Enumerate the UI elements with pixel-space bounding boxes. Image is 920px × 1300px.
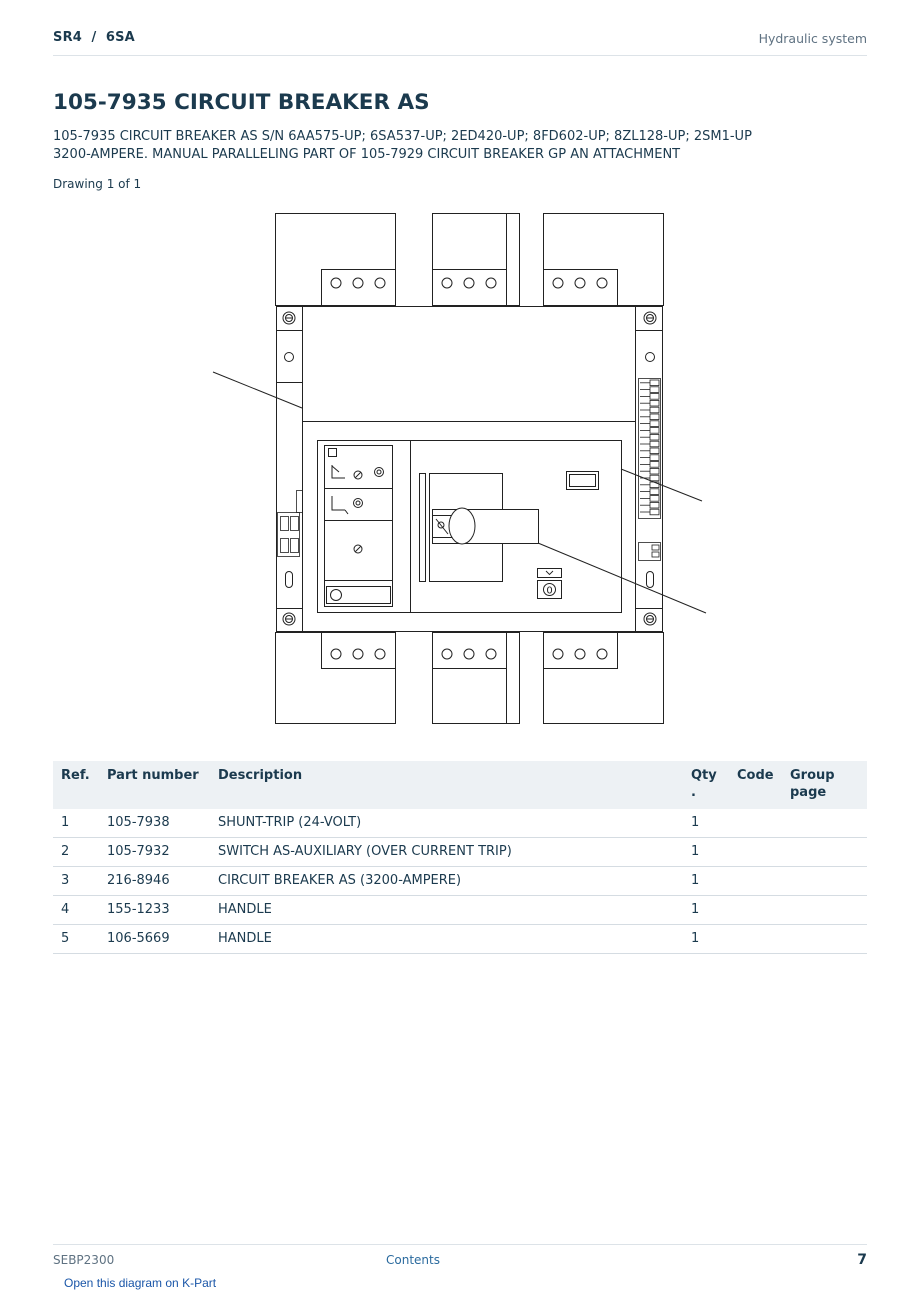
row-code xyxy=(729,838,782,867)
col-qty xyxy=(683,761,729,809)
callout-lines xyxy=(213,372,706,613)
row-ref: 3 xyxy=(53,867,99,896)
table-row xyxy=(53,809,867,838)
drawing-label: Drawing 1 of 1 xyxy=(53,177,142,191)
table-row xyxy=(53,867,867,896)
row-qty: 1 xyxy=(683,867,729,896)
table-row xyxy=(53,838,867,867)
terminal-cell xyxy=(650,428,659,434)
row-qty: 1 xyxy=(683,896,729,925)
terminal-cell xyxy=(650,414,659,420)
col-code: Code xyxy=(729,761,782,809)
terminal-cell xyxy=(650,380,659,386)
row-qty: 1 xyxy=(683,838,729,867)
table-header-row xyxy=(53,761,867,809)
terminal-cell xyxy=(650,448,659,454)
row-group-page xyxy=(782,809,867,838)
description-line-1: 105-7935 CIRCUIT BREAKER AS S/N 6AA575-UP; 6SA537-UP; 2ED420-UP; 8FD602-UP; 8ZL128-UP; 2SM1-UP xyxy=(53,129,752,144)
kpart-link[interactable]: Open this diagram on K-Part xyxy=(64,1276,217,1290)
parts-table xyxy=(53,761,867,954)
footer-divider xyxy=(53,1244,867,1245)
operating-handle xyxy=(433,508,539,544)
auxiliary-terminal-strip xyxy=(639,379,661,561)
row-group-page xyxy=(782,867,867,896)
row-code xyxy=(729,896,782,925)
contents-link[interactable]: Contents xyxy=(386,1253,440,1267)
description-line-2: 3200-AMPERE. MANUAL PARALLELING PART OF 105-7929 CIRCUIT BREAKER GP AN ATTACHMENT xyxy=(53,147,681,162)
page-title: 105-7935 CIRCUIT BREAKER AS xyxy=(53,90,430,115)
col-description: Description xyxy=(210,761,683,809)
header-section: Hydraulic system xyxy=(758,31,867,46)
terminal-cell xyxy=(650,434,659,440)
row-description: SHUNT-TRIP (24-VOLT) xyxy=(210,809,683,838)
row-code xyxy=(729,809,782,838)
terminal-cell xyxy=(650,421,659,427)
row-group-page xyxy=(782,838,867,867)
col-group-page xyxy=(782,761,867,809)
terminal-cell xyxy=(650,455,659,461)
table-row xyxy=(53,896,867,925)
terminal-cell xyxy=(650,407,659,413)
counter-symbol: 0 xyxy=(546,585,553,597)
terminal-cell xyxy=(650,475,659,481)
row-description: SWITCH AS-AUXILIARY (OVER CURRENT TRIP) xyxy=(210,838,683,867)
terminal-cell xyxy=(650,400,659,406)
breaker-body xyxy=(277,307,663,632)
row-code xyxy=(729,925,782,954)
left-terminal-module xyxy=(278,491,303,557)
bottom-terminals xyxy=(276,633,664,724)
col-qty-dot: . xyxy=(691,785,696,800)
terminal-cell xyxy=(650,394,659,400)
row-code xyxy=(729,867,782,896)
row-ref: 1 xyxy=(53,809,99,838)
table-row xyxy=(53,925,867,954)
row-part-number: 106-5669 xyxy=(99,925,210,954)
description xyxy=(53,128,853,164)
col-part-number: Part number xyxy=(99,761,210,809)
col-group-page-line-1: Group xyxy=(790,768,835,783)
footer-doc-id: SEBP2300 xyxy=(53,1253,115,1267)
terminal-cell xyxy=(650,468,659,474)
row-description: CIRCUIT BREAKER AS (3200-AMPERE) xyxy=(210,867,683,896)
terminal-cell xyxy=(650,441,659,447)
operation-counter xyxy=(538,569,562,599)
circuit-breaker-diagram xyxy=(200,205,720,730)
col-group-page-line-2: page xyxy=(790,785,827,800)
col-qty-label: Qty xyxy=(691,768,717,783)
top-terminals xyxy=(276,214,664,306)
terminal-cell xyxy=(650,502,659,508)
mounting-screws xyxy=(283,312,656,625)
row-group-page xyxy=(782,896,867,925)
header-divider xyxy=(53,55,867,56)
row-description: HANDLE xyxy=(210,896,683,925)
row-part-number: 155-1233 xyxy=(99,896,210,925)
terminal-cell xyxy=(650,387,659,393)
row-part-number: 216-8946 xyxy=(99,867,210,896)
header-model: SR4 / 6SA xyxy=(53,30,135,45)
terminal-cell xyxy=(650,489,659,495)
row-part-number: 105-7932 xyxy=(99,838,210,867)
row-ref: 2 xyxy=(53,838,99,867)
terminal-cell xyxy=(650,509,659,515)
terminal-cell xyxy=(650,496,659,502)
row-ref: 5 xyxy=(53,925,99,954)
row-description: HANDLE xyxy=(210,925,683,954)
row-group-page xyxy=(782,925,867,954)
row-qty: 1 xyxy=(683,925,729,954)
row-ref: 4 xyxy=(53,896,99,925)
terminal-cell xyxy=(650,462,659,468)
row-part-number: 105-7938 xyxy=(99,809,210,838)
col-ref: Ref. xyxy=(53,761,99,809)
page-number: 7 xyxy=(857,1252,867,1268)
terminal-cell xyxy=(650,482,659,488)
row-qty: 1 xyxy=(683,809,729,838)
